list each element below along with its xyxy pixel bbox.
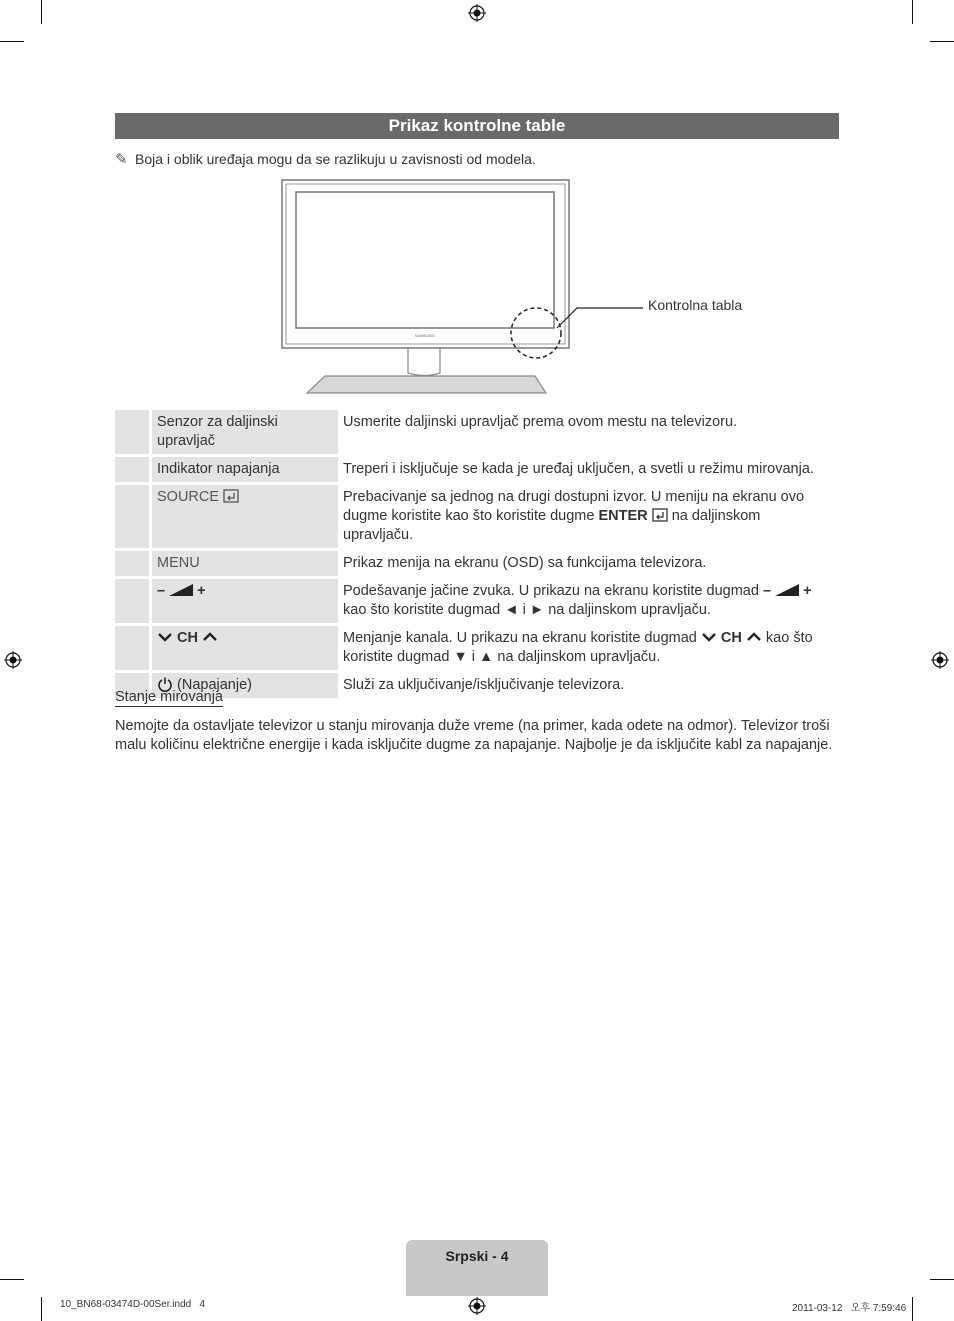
timestamp: 2011-03-12 오후 7:59:46 xyxy=(792,1303,907,1314)
crop-mark xyxy=(912,0,913,24)
chevron-up-icon xyxy=(202,631,218,643)
volume-icon xyxy=(169,584,193,596)
note xyxy=(115,150,536,168)
volume-minus: – xyxy=(762,583,772,599)
crop-mark xyxy=(0,1279,24,1280)
crop-mark xyxy=(41,0,42,24)
control-panel-highlight xyxy=(511,308,561,358)
control-desc: Usmerite daljinski upravljač prema ovom mestu na televizoru. xyxy=(343,414,738,430)
control-label-volume xyxy=(149,579,338,623)
tv-brand-text: SAMSUNG xyxy=(414,333,436,338)
chevron-down-icon xyxy=(701,631,717,643)
standby-heading: Stanje mirovanja xyxy=(115,689,223,705)
control-label xyxy=(149,551,338,576)
file-info: 10_BN68-03474D-00Ser.indd 4 xyxy=(60,1299,206,1310)
pencil-note-icon: ✎ xyxy=(115,151,128,168)
crop-mark xyxy=(0,41,24,42)
crop-mark xyxy=(930,1279,954,1280)
control-desc: Treperi i isključuje se kada je uređaj uključen, a svetli u režimu mirovanja. xyxy=(343,461,814,477)
desc-text: na daljinskom upravljaču. xyxy=(343,508,761,543)
volume-icon xyxy=(775,584,799,596)
page-title: Prikaz kontrolne table xyxy=(115,113,839,139)
desc-text: Menjanje kanala. U prikazu na ekranu koristite dugmad xyxy=(343,630,697,646)
tv-neck xyxy=(408,348,440,376)
crop-mark xyxy=(930,41,954,42)
desc-text: Podešavanje jačine zvuka. U prikazu na ekranu koristite dugmad xyxy=(343,583,759,599)
tv-bezel-outer xyxy=(282,180,569,348)
menu-label: MENU xyxy=(157,555,200,571)
volume-plus: + xyxy=(803,583,812,599)
power-label: (Napajanje) xyxy=(177,677,252,693)
row-marker xyxy=(115,457,149,482)
control-label-channel xyxy=(149,626,338,670)
registration-mark-icon xyxy=(468,1297,486,1315)
chevron-up-icon xyxy=(746,631,762,643)
channel-label: CH xyxy=(720,630,742,646)
tv-illustration xyxy=(280,178,580,398)
desc-text: kao što koristite dugmad ◄ i ► na daljinskom upravljaču. xyxy=(343,602,712,618)
control-desc xyxy=(338,485,839,548)
control-label: Senzor za daljinski upravljač xyxy=(149,410,338,454)
table-row xyxy=(115,410,839,454)
enter-key-label: ENTER xyxy=(598,508,648,524)
registration-mark-icon xyxy=(931,651,949,669)
row-marker xyxy=(115,410,149,454)
volume-plus: + xyxy=(197,583,206,599)
source-label: SOURCE xyxy=(157,489,220,505)
table-row xyxy=(115,551,839,576)
enter-icon xyxy=(652,508,668,522)
row-marker xyxy=(115,485,149,548)
crop-mark xyxy=(912,1297,913,1321)
tv-screen xyxy=(296,192,554,328)
crop-mark xyxy=(41,1297,42,1321)
control-label-source xyxy=(149,485,338,548)
table-row xyxy=(115,485,839,548)
desc-text: kao što koristite dugmad ▼ i ▲ na daljinskom upravljaču. xyxy=(343,630,813,665)
page-number-tab: Srpski - 4 xyxy=(406,1240,548,1296)
row-marker xyxy=(115,626,149,670)
registration-mark-icon xyxy=(4,651,22,669)
control-desc xyxy=(338,626,839,670)
table-row xyxy=(115,579,839,623)
desc-text: Prebacivanje sa jednog na drugi dostupni izvor. U meniju na ekranu ovo dugme koristite kao što koristite dugme xyxy=(343,489,805,524)
row-marker xyxy=(115,551,149,576)
standby-body: Nemojte da ostavljate televizor u stanju mirovanja duže vreme (na primer, kada odete na odmor). Televizor troši malu količinu električne energije i kada isključite dugme za napajanje. Najbolje je da isključite kabl za napajanje. xyxy=(115,718,833,753)
tv-bezel-inner xyxy=(286,184,565,344)
control-desc: Služi za uključivanje/isključivanje televizora. xyxy=(343,677,625,693)
tv-stand xyxy=(307,376,546,393)
enter-icon xyxy=(223,489,239,503)
table-row xyxy=(115,457,839,482)
control-desc xyxy=(338,579,839,623)
note-text: Boja i oblik uređaja mogu da se razlikuju u zavisnosti od modela. xyxy=(135,151,536,167)
row-marker xyxy=(115,579,149,623)
callout-line xyxy=(555,300,650,330)
volume-minus: – xyxy=(157,583,166,599)
table-row xyxy=(115,626,839,670)
control-desc: Prikaz menija na ekranu (OSD) sa funkcijama televizora. xyxy=(343,555,707,571)
channel-label: CH xyxy=(177,630,198,646)
chevron-down-icon xyxy=(157,631,173,643)
control-label: Indikator napajanja xyxy=(149,457,338,482)
registration-mark-icon xyxy=(468,4,486,22)
table-row xyxy=(115,673,839,698)
control-panel-table xyxy=(115,407,839,701)
callout-label: Kontrolna tabla xyxy=(648,297,743,313)
